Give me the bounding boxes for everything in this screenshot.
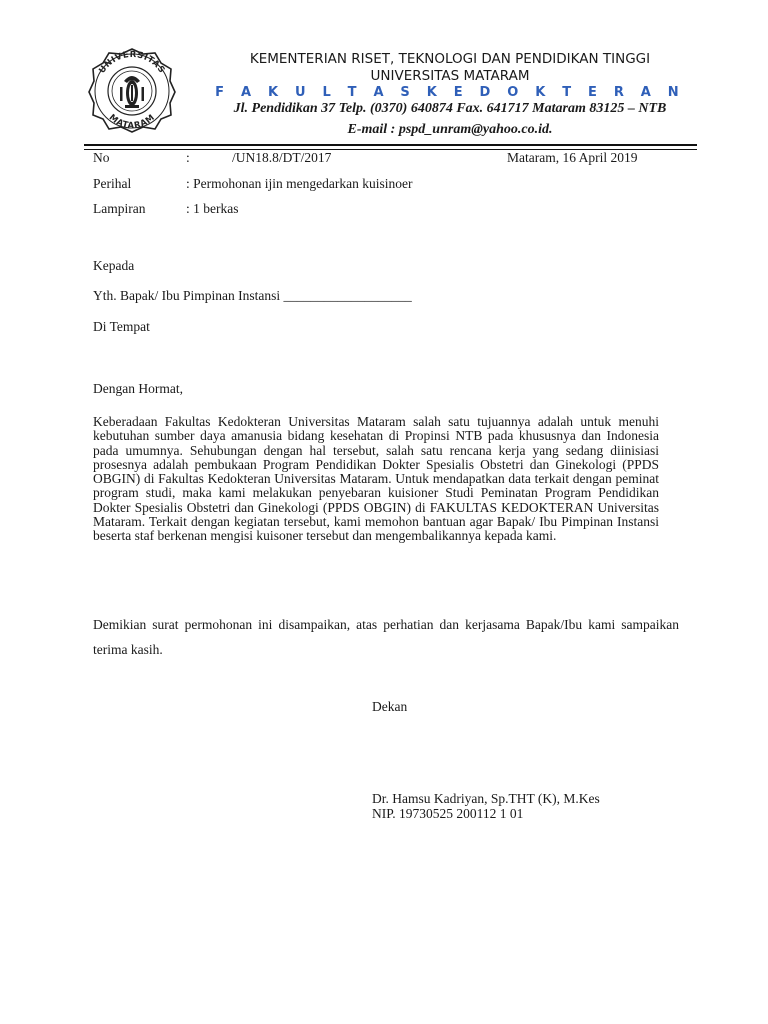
perihal-label: Perihal — [93, 176, 132, 191]
university-seal-logo — [87, 47, 177, 133]
salutation: Dengan Hormat, — [93, 381, 183, 396]
faculty-address: Jl. Pendidikan 37 Telp. (0370) 640874 Fax. 641717 Mataram 83125 – NTB — [233, 101, 667, 116]
place-date: Mataram, 16 April 2019 — [507, 150, 638, 165]
no-label: No — [93, 150, 110, 165]
signatory-nip: NIP. 19730525 200112 1 01 — [372, 806, 524, 821]
lampiran-value: : 1 berkas — [186, 201, 239, 216]
perihal-value: : Permohonan ijin mengedarkan kuisinoer — [186, 176, 413, 191]
recipient-line: Yth. Bapak/ Ibu Pimpinan Instansi ___________________ — [93, 288, 412, 303]
faculty-email: E-mail : pspd_unram@yahoo.co.id. — [347, 122, 553, 137]
letter-number: /UN18.8/DT/2017 — [232, 150, 332, 165]
recipient-place: Di Tempat — [93, 319, 150, 334]
letterhead-rule-thick — [84, 144, 697, 146]
university-name: UNIVERSITAS MATARAM — [370, 68, 530, 84]
logo-arc-bottom: MATARAM — [106, 112, 158, 132]
signature-title: Dekan — [372, 699, 408, 714]
logo-arc-top: UNIVERSITAS — [97, 49, 167, 76]
signatory-name: Dr. Hamsu Kadriyan, Sp.THT (K), M.Kes — [372, 791, 600, 806]
body-paragraph: Keberadaan Fakultas Kedokteran Universitas Mataram salah satu tujuannya adalah untuk menuhi kebutuhan sumber daya amanusia bidang kesehatan di Propinsi NTB pada khususnya dan Indonesia pada umumnya. Sehubungan dengan hal tersebut, salah satu rencana kerja yang sedang diinisiasi prosesnya adalah pembukaan Program Pendidikan Dokter Spesialis Obstetri dan Ginekologi (PPDS OBGIN) di Fakultas Kedokteran Universitas Mataram. Untuk mendapatkan data terkait dengan peminat program studi, maka kami melakukan penyebaran kuisioner Studi Peminatan Program Pendidikan Dokter Spesialis Obstetri dan Ginekologi (PPDS OBGIN) di FAKULTAS KEDOKTERAN Universitas Mataram. Terkait dengan kegiatan tersebut, kami memohon bantuan agar Bapak/ Ibu Pimpinan Instansi beserta staf berkenan mengisi kuisoner tersebut dan mengembalikannya kepada kami. — [93, 414, 659, 544]
no-colon: : — [186, 150, 190, 165]
recipient-kepada: Kepada — [93, 258, 135, 273]
closing-paragraph: Demikian surat permohonan ini disampaikan, atas perhatian dan kerjasama Bapak/Ibu kami sampaikan terima kasih. — [93, 617, 679, 657]
lampiran-label: Lampiran — [93, 201, 146, 216]
faculty-name: F A K U L T A S K E D O K T E R A N — [215, 85, 685, 100]
ministry-name: KEMENTERIAN RISET, TEKNOLOGI DAN PENDIDIKAN TINGGI — [249, 51, 651, 67]
